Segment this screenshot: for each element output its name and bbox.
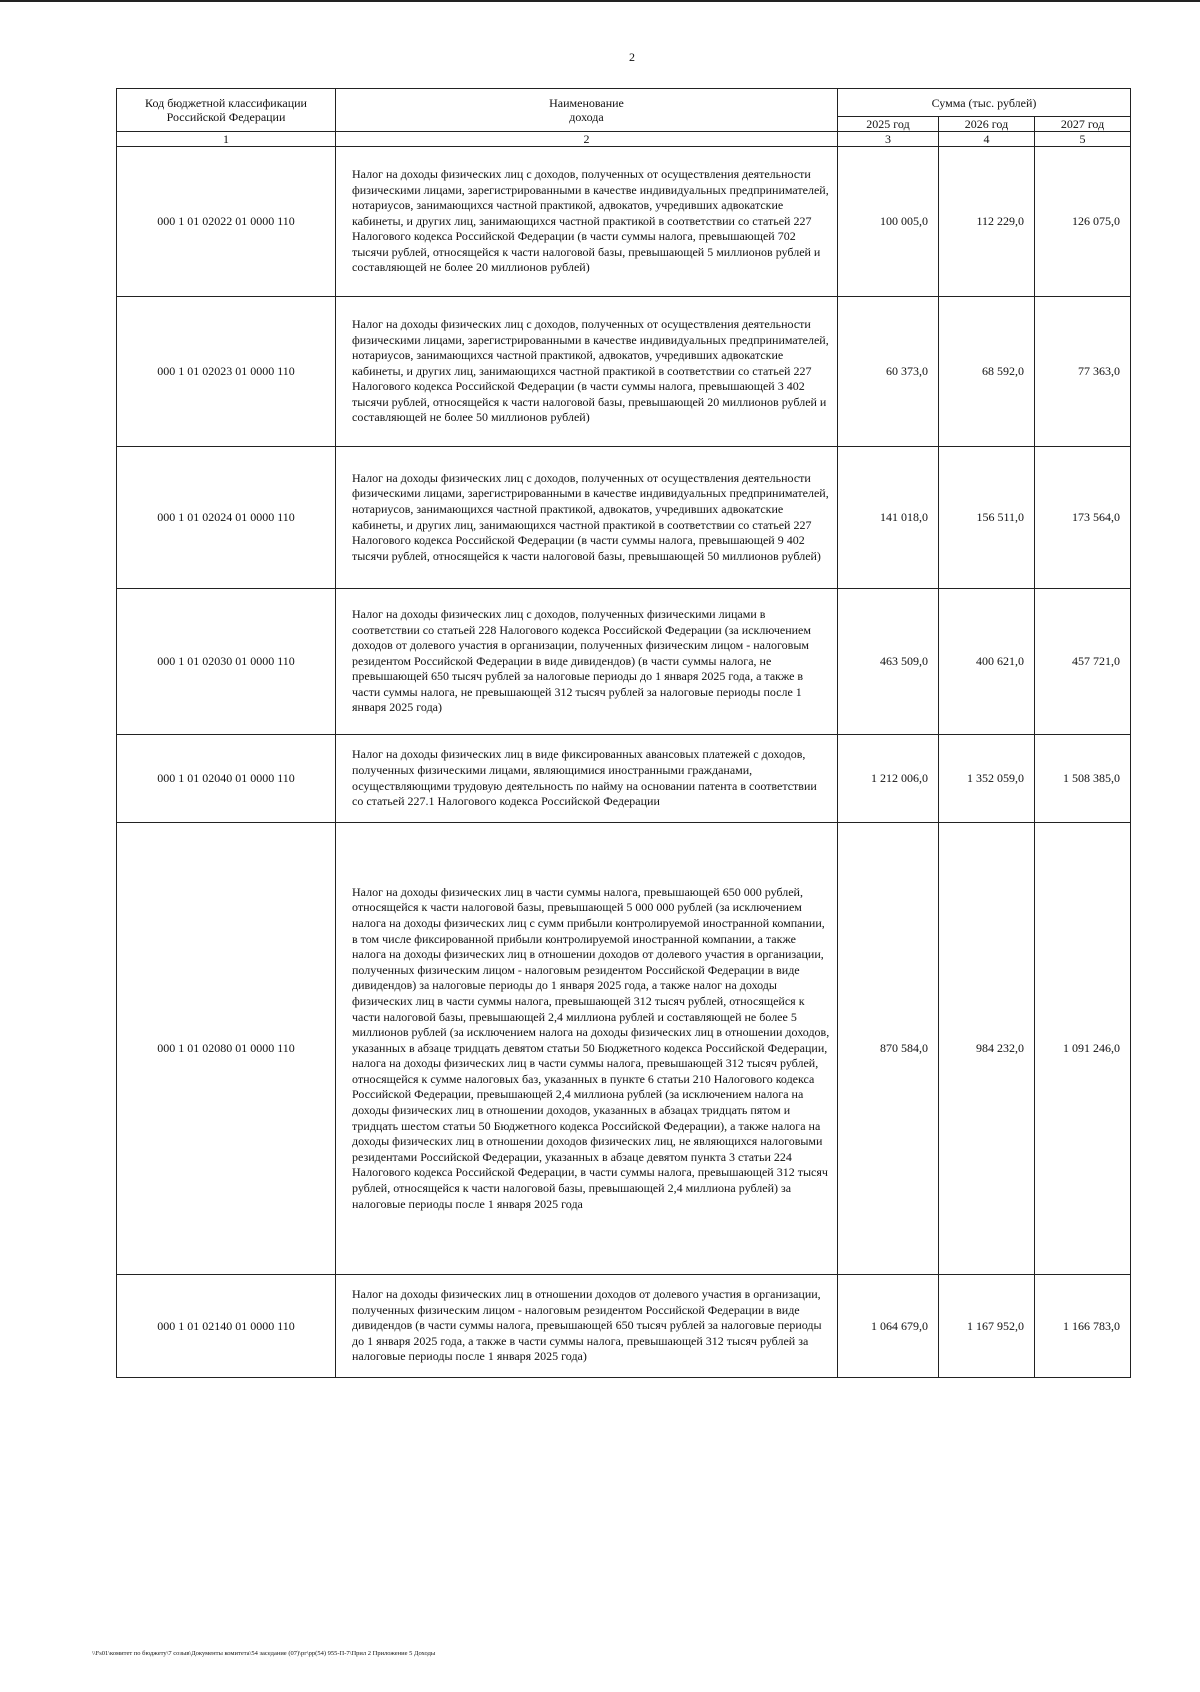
row-value-2026: 1 167 952,0 — [939, 1275, 1035, 1378]
header-name-line2: дохода — [569, 110, 604, 124]
row-code: 000 1 01 02024 01 0000 110 — [117, 447, 336, 589]
header-code-line2: Российской Федерации — [166, 110, 286, 124]
row-name: Налог на доходы физических лиц в отношении доходов от долевого участия в организации, полученных физическим лицом - налоговым резидентом Российской Федерации в виде дивидендов (в части суммы налога, превышающей 650 тысяч рублей за налоговые периоды до 1 января 2025 года, а также в части суммы налога, превышающей 312 тысяч рублей за налоговые периоды после 1 января 2025 года) — [336, 1275, 838, 1378]
header-year-2027: 2027 год — [1035, 117, 1131, 132]
row-value-2027: 77 363,0 — [1035, 297, 1131, 447]
row-value-2025: 870 584,0 — [838, 823, 939, 1275]
row-value-2027: 173 564,0 — [1035, 447, 1131, 589]
row-value-2025: 1 064 679,0 — [838, 1275, 939, 1378]
row-value-2025: 60 373,0 — [838, 297, 939, 447]
row-value-2025: 141 018,0 — [838, 447, 939, 589]
column-number-4: 4 — [939, 132, 1035, 147]
row-name: Налог на доходы физических лиц в виде фиксированных авансовых платежей с доходов, полученных физическими лицами, являющимися иностранными гражданами, осуществляющими трудовую деятельность по найму на основании патента в соответствии со статьей 227.1 Налогового кодекса Российской Федерации — [336, 735, 838, 823]
row-name: Налог на доходы физических лиц с доходов, полученных от осуществления деятельности физическими лицами, зарегистрированными в качестве индивидуальных предпринимателей, нотариусов, занимающихся частной практикой, адвокатов, учредивших адвокатские кабинеты, и других лиц, занимающихся частной практикой в соответствии со статьей 227 Налогового кодекса Российской Федерации (в части суммы налога, превышающей 3 402 тысячи рублей, относящейся к части налоговой базы, превышающей 20 миллионов рублей и составляющей не более 50 миллионов рублей) — [336, 297, 838, 447]
table-row — [117, 823, 1131, 1275]
row-value-2027: 1 166 783,0 — [1035, 1275, 1131, 1378]
header-year-2025: 2025 год — [838, 117, 939, 132]
row-code: 000 1 01 02140 01 0000 110 — [117, 1275, 336, 1378]
row-value-2027: 457 721,0 — [1035, 589, 1131, 735]
table-row — [117, 735, 1131, 823]
row-value-2027: 126 075,0 — [1035, 147, 1131, 297]
page-number: 2 — [629, 50, 635, 64]
header-name-line1: Наименование — [549, 96, 624, 110]
row-value-2026: 156 511,0 — [939, 447, 1035, 589]
row-value-2027: 1 091 246,0 — [1035, 823, 1131, 1275]
table-row — [117, 1275, 1131, 1378]
table-row — [117, 447, 1131, 589]
header-year-2026: 2026 год — [939, 117, 1035, 132]
footer-file-path: \\Fs01\комитет по бюджету\7 созыв\Документы комитета\54 заседание (07)\рг\рр(54) 955-П-7\Прил 2 Приложение 5 Доходы — [92, 1650, 436, 1657]
row-code: 000 1 01 02040 01 0000 110 — [117, 735, 336, 823]
row-name: Налог на доходы физических лиц с доходов, полученных физическими лицами в соответствии со статьей 228 Налогового кодекса Российской Федерации (за исключением доходов от долевого участия в организации, полученных физическим лицом - налоговым резидентом Российской Федерации в виде дивидендов) (в части суммы налога, не превышающей 650 тысяч рублей за налоговые периоды до 1 января 2025 года, а также в части суммы налога, не превышающей 312 тысяч рублей за налоговые периоды после 1 января 2025 года) — [336, 589, 838, 735]
table-row — [117, 589, 1131, 735]
header-name — [336, 89, 838, 132]
row-code: 000 1 01 02022 01 0000 110 — [117, 147, 336, 297]
row-code: 000 1 01 02030 01 0000 110 — [117, 589, 336, 735]
table-row — [117, 297, 1131, 447]
row-value-2026: 68 592,0 — [939, 297, 1035, 447]
top-border-line — [0, 0, 1200, 2]
row-value-2026: 112 229,0 — [939, 147, 1035, 297]
row-value-2025: 463 509,0 — [838, 589, 939, 735]
row-value-2027: 1 508 385,0 — [1035, 735, 1131, 823]
row-value-2025: 100 005,0 — [838, 147, 939, 297]
column-number-2: 2 — [336, 132, 838, 147]
header-sum: Сумма (тыс. рублей) — [838, 89, 1131, 117]
row-name: Налог на доходы физических лиц в части суммы налога, превышающей 650 000 рублей, относящейся к части налоговой базы, превышающей 5 000 000 рублей (за исключением налога на доходы физических лиц с сумм прибыли контролируемой иностранной компании, в том числе фиксированной прибыли контролируемой иностранной компании, а также налога на доходы физических лиц в отношении доходов от долевого участия в организации, полученных физическим лицом - налоговым резидентом Российской Федерации в виде дивидендов) за налоговые периоды до 1 января 2025 года, а также налог на доходы физических лиц в части суммы налога, превышающей 312 тысяч рублей, относящейся к части налоговой базы, превышающей 2,4 миллиона рублей и составляющей не более 5 миллионов рублей (за исключением налога на доходы физических лиц в отношении доходов, указанных в абзаце тридцать девятом статьи 50 Бюджетного кодекса Российской Федерации, налога на доходы физических лиц в части суммы налога, превышающей 312 тысяч рублей, относящейся к сумме налоговых баз, указанных в пункте 6 статьи 210 Налогового кодекса Российской Федерации, превышающей 2,4 миллиона рублей (за исключением налога на доходы физических лиц в отношении доходов, указанных в абзацах тридцать пятом и тридцать шестом статьи 50 Бюджетного кодекса Российской Федерации), а также налога на доходы физических лиц в отношении доходов физических лиц, не являющихся налоговыми резидентами Российской Федерации, указанных в абзаце девятом пункта 3 статьи 224 Налогового кодекса Российской Федерации, в части суммы налога, превышающей 312 тысяч рублей, относящейся к части налоговой базы, превышающей 2,4 миллиона рублей) за налоговые периоды после 1 января 2025 года — [336, 823, 838, 1275]
column-number-3: 3 — [838, 132, 939, 147]
row-value-2026: 1 352 059,0 — [939, 735, 1035, 823]
row-value-2026: 400 621,0 — [939, 589, 1035, 735]
table-row — [117, 147, 1131, 297]
column-number-5: 5 — [1035, 132, 1131, 147]
row-value-2025: 1 212 006,0 — [838, 735, 939, 823]
header-code-line1: Код бюджетной классификации — [145, 96, 307, 110]
header-code — [117, 89, 336, 132]
row-name: Налог на доходы физических лиц с доходов, полученных от осуществления деятельности физическими лицами, зарегистрированными в качестве индивидуальных предпринимателей, нотариусов, занимающихся частной практикой, адвокатов, учредивших адвокатские кабинеты, и других лиц, занимающихся частной практикой в соответствии со статьей 227 Налогового кодекса Российской Федерации (в части суммы налога, превышающей 9 402 тысячи рублей, относящейся к части налоговой базы, превышающей 50 миллионов рублей) — [336, 447, 838, 589]
row-code: 000 1 01 02023 01 0000 110 — [117, 297, 336, 447]
row-code: 000 1 01 02080 01 0000 110 — [117, 823, 336, 1275]
row-name: Налог на доходы физических лиц с доходов, полученных от осуществления деятельности физическими лицами, зарегистрированными в качестве индивидуальных предпринимателей, нотариусов, занимающихся частной практикой, адвокатов, учредивших адвокатские кабинеты, и других лиц, занимающихся частной практикой в соответствии со статьей 227 Налогового кодекса Российской Федерации (в части суммы налога, превышающей 702 тысячи рублей, относящейся к части налоговой базы, превышающей 5 миллионов рублей и составляющей не более 20 миллионов рублей) — [336, 147, 838, 297]
row-value-2026: 984 232,0 — [939, 823, 1035, 1275]
revenue-table — [116, 88, 1131, 1378]
column-number-1: 1 — [117, 132, 336, 147]
